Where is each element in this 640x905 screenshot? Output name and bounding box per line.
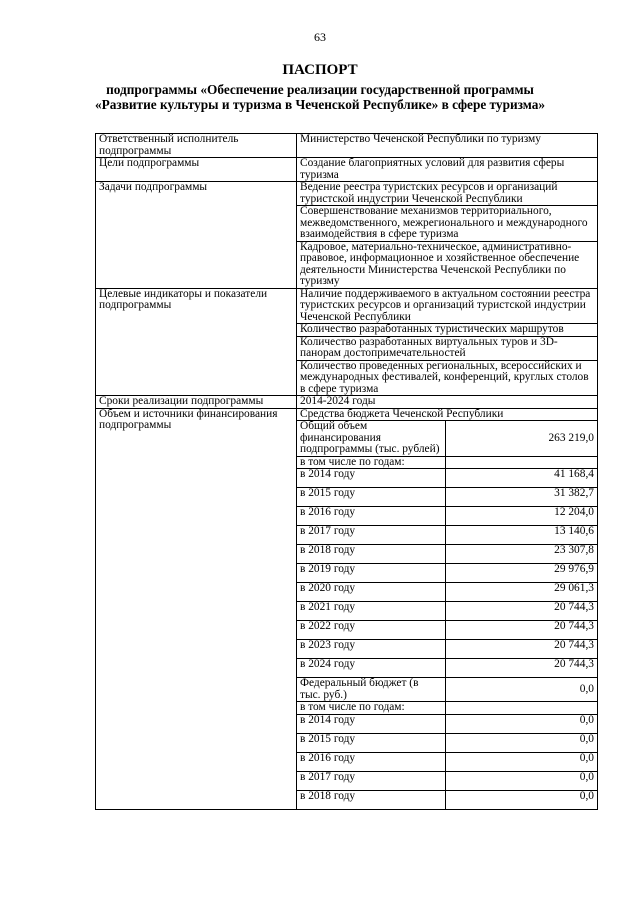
funding-source: Средства бюджета Чеченской Республики — [297, 409, 597, 421]
empty-cell — [445, 702, 597, 715]
year-label: в 2016 году — [297, 507, 445, 526]
federal-year-label: в 2016 году — [297, 752, 445, 771]
year-value: 29 061,3 — [445, 583, 597, 602]
tasks-label: Задачи подпрограммы — [96, 182, 297, 289]
federal-year-value: 0,0 — [445, 771, 597, 790]
task-item: Кадровое, материально-техническое, административно-правовое, информационное и хозяйственное обеспечение деятельности Министерства Чеченской Республики по туризму — [297, 241, 597, 288]
federal-year-value: 0,0 — [445, 752, 597, 771]
year-value: 29 976,9 — [445, 564, 597, 583]
year-value: 20 744,3 — [445, 640, 597, 659]
funding-total-value: 263 219,0 — [445, 421, 597, 457]
indicator-item: Наличие поддерживаемого в актуальном состоянии реестра туристских ресурсов и организаций туристской индустрии Чеченской Республики — [297, 289, 597, 324]
executor-label: Ответственный исполнитель подпрограммы — [96, 134, 297, 158]
executor-value: Министерство Чеченской Республики по туризму — [297, 134, 598, 158]
page-number: 63 — [314, 30, 326, 44]
indicator-item: Количество проведенных региональных, всероссийских и международных фестивалей, конференций, круглых столов в сфере туризма — [297, 360, 597, 395]
year-value: 12 204,0 — [445, 507, 597, 526]
year-label: в 2019 году — [297, 564, 445, 583]
year-label: в 2015 году — [297, 488, 445, 507]
federal-year-label: в 2014 году — [297, 714, 445, 733]
passport-table — [95, 133, 598, 810]
year-value: 20 744,3 — [445, 659, 597, 678]
indicator-item: Количество разработанных туристических маршрутов — [297, 324, 597, 337]
subtitle-line-2: «Развитие культуры и туризма в Чеченской Республике» в сфере туризма» — [94, 97, 546, 112]
document-title: ПАСПОРТ — [282, 62, 358, 78]
year-value: 41 168,4 — [445, 469, 597, 488]
funding-total-label: Общий объем финансирования подпрограммы (тыс. рублей) — [297, 421, 445, 457]
year-value: 23 307,8 — [445, 545, 597, 564]
year-label: в 2021 году — [297, 602, 445, 621]
empty-cell — [445, 456, 597, 469]
federal-year-value: 0,0 — [445, 790, 597, 809]
row-terms — [96, 396, 598, 409]
year-label: в 2018 году — [297, 545, 445, 564]
row-goals — [96, 158, 598, 182]
indicators-label: Целевые индикаторы и показатели подпрограммы — [96, 288, 297, 396]
federal-year-label: в 2017 году — [297, 771, 445, 790]
row-indicators — [96, 288, 598, 396]
row-tasks — [96, 182, 598, 289]
goals-value: Создание благоприятных условий для развития сферы туризма — [297, 158, 598, 182]
indicators-list — [297, 288, 598, 396]
federal-by-years-label: в том числе по годам: — [297, 702, 445, 715]
year-value: 20 744,3 — [445, 602, 597, 621]
funding-label: Объем и источники финансирования подпрограммы — [96, 408, 297, 810]
funding-details — [297, 408, 598, 810]
tasks-list — [297, 182, 598, 289]
task-item: Ведение реестра туристских ресурсов и организаций туристской индустрии Чеченской Республики — [297, 182, 597, 206]
year-label: в 2023 году — [297, 640, 445, 659]
row-executor — [96, 134, 598, 158]
federal-year-label: в 2015 году — [297, 733, 445, 752]
federal-year-value: 0,0 — [445, 733, 597, 752]
year-value: 31 382,7 — [445, 488, 597, 507]
year-label: в 2024 году — [297, 659, 445, 678]
federal-budget-value: 0,0 — [445, 678, 597, 702]
year-label: в 2014 году — [297, 469, 445, 488]
federal-year-value: 0,0 — [445, 714, 597, 733]
year-value: 20 744,3 — [445, 621, 597, 640]
goals-label: Цели подпрограммы — [96, 158, 297, 182]
subtitle-line-1: подпрограммы «Обеспечение реализации государственной программы — [106, 82, 534, 97]
funding-by-years-label: в том числе по годам: — [297, 456, 445, 469]
indicator-item: Количество разработанных виртуальных туров и 3D-панорам достопримечательностей — [297, 336, 597, 360]
year-label: в 2020 году — [297, 583, 445, 602]
year-label: в 2017 году — [297, 526, 445, 545]
federal-year-label: в 2018 году — [297, 790, 445, 809]
terms-label: Сроки реализации подпрограммы — [96, 396, 297, 409]
terms-value: 2014-2024 годы — [297, 396, 598, 409]
year-value: 13 140,6 — [445, 526, 597, 545]
federal-budget-label: Федеральный бюджет (в тыс. руб.) — [297, 678, 445, 702]
year-label: в 2022 году — [297, 621, 445, 640]
task-item: Совершенствование механизмов территориального, межведомственного, межрегионального и международного взаимодействия в сфере туризма — [297, 206, 597, 242]
row-funding — [96, 408, 598, 810]
